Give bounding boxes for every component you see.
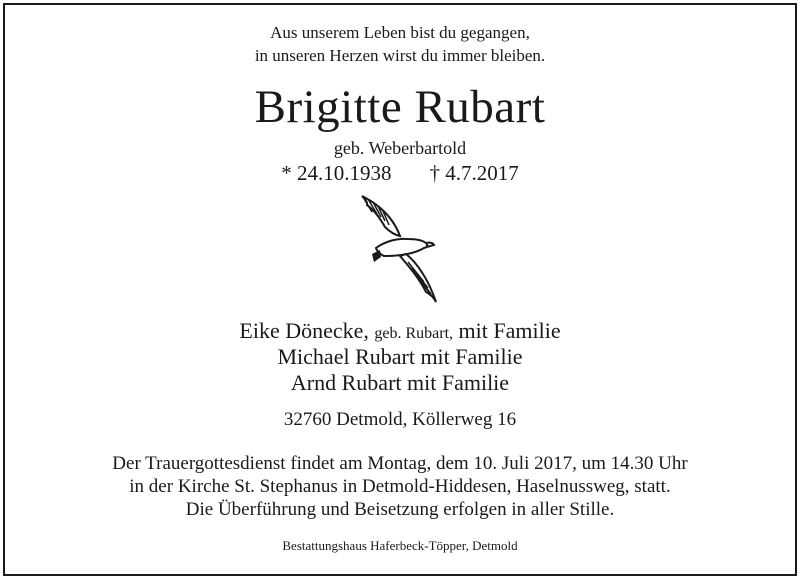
family-line-3: Arnd Rubart mit Familie (290, 370, 510, 395)
family-name-eike: Eike Dönecke, (239, 318, 369, 343)
poem-line-2: in unseren Herzen wirst du immer bleiben. (254, 46, 546, 65)
family-suffix: mit Familie (458, 318, 561, 343)
service-line-1: Der Trauergottesdienst findet am Montag, dem 10. Juli 2017, um 14.30 Uhr (112, 453, 688, 474)
service-line-3: Die Überführung und Beisetzung erfolgen in aller Stille. (185, 499, 615, 520)
family-line-2: Michael Rubart mit Familie (277, 344, 523, 369)
funeral-home: Bestattungshaus Haferbeck-Töpper, Detmold (282, 538, 518, 553)
birth-name: geb. Weberbartold (333, 138, 467, 158)
family-birth-note: geb. Rubart, (374, 325, 454, 342)
life-dates (0, 161, 800, 186)
birth-date: * 24.10.1938 (281, 161, 392, 185)
deceased-name: Brigitte Rubart (254, 81, 546, 133)
family-address: 32760 Detmold, Köllerweg 16 (283, 409, 517, 430)
death-date: † 4.7.2017 (429, 161, 519, 185)
family-line-1 (0, 318, 800, 347)
seagull-icon (350, 190, 450, 308)
service-line-2: in der Kirche St. Stephanus in Detmold-Hiddesen, Haselnussweg, statt. (129, 476, 671, 497)
poem-line-1: Aus unserem Leben bist du gegangen, (270, 23, 530, 42)
